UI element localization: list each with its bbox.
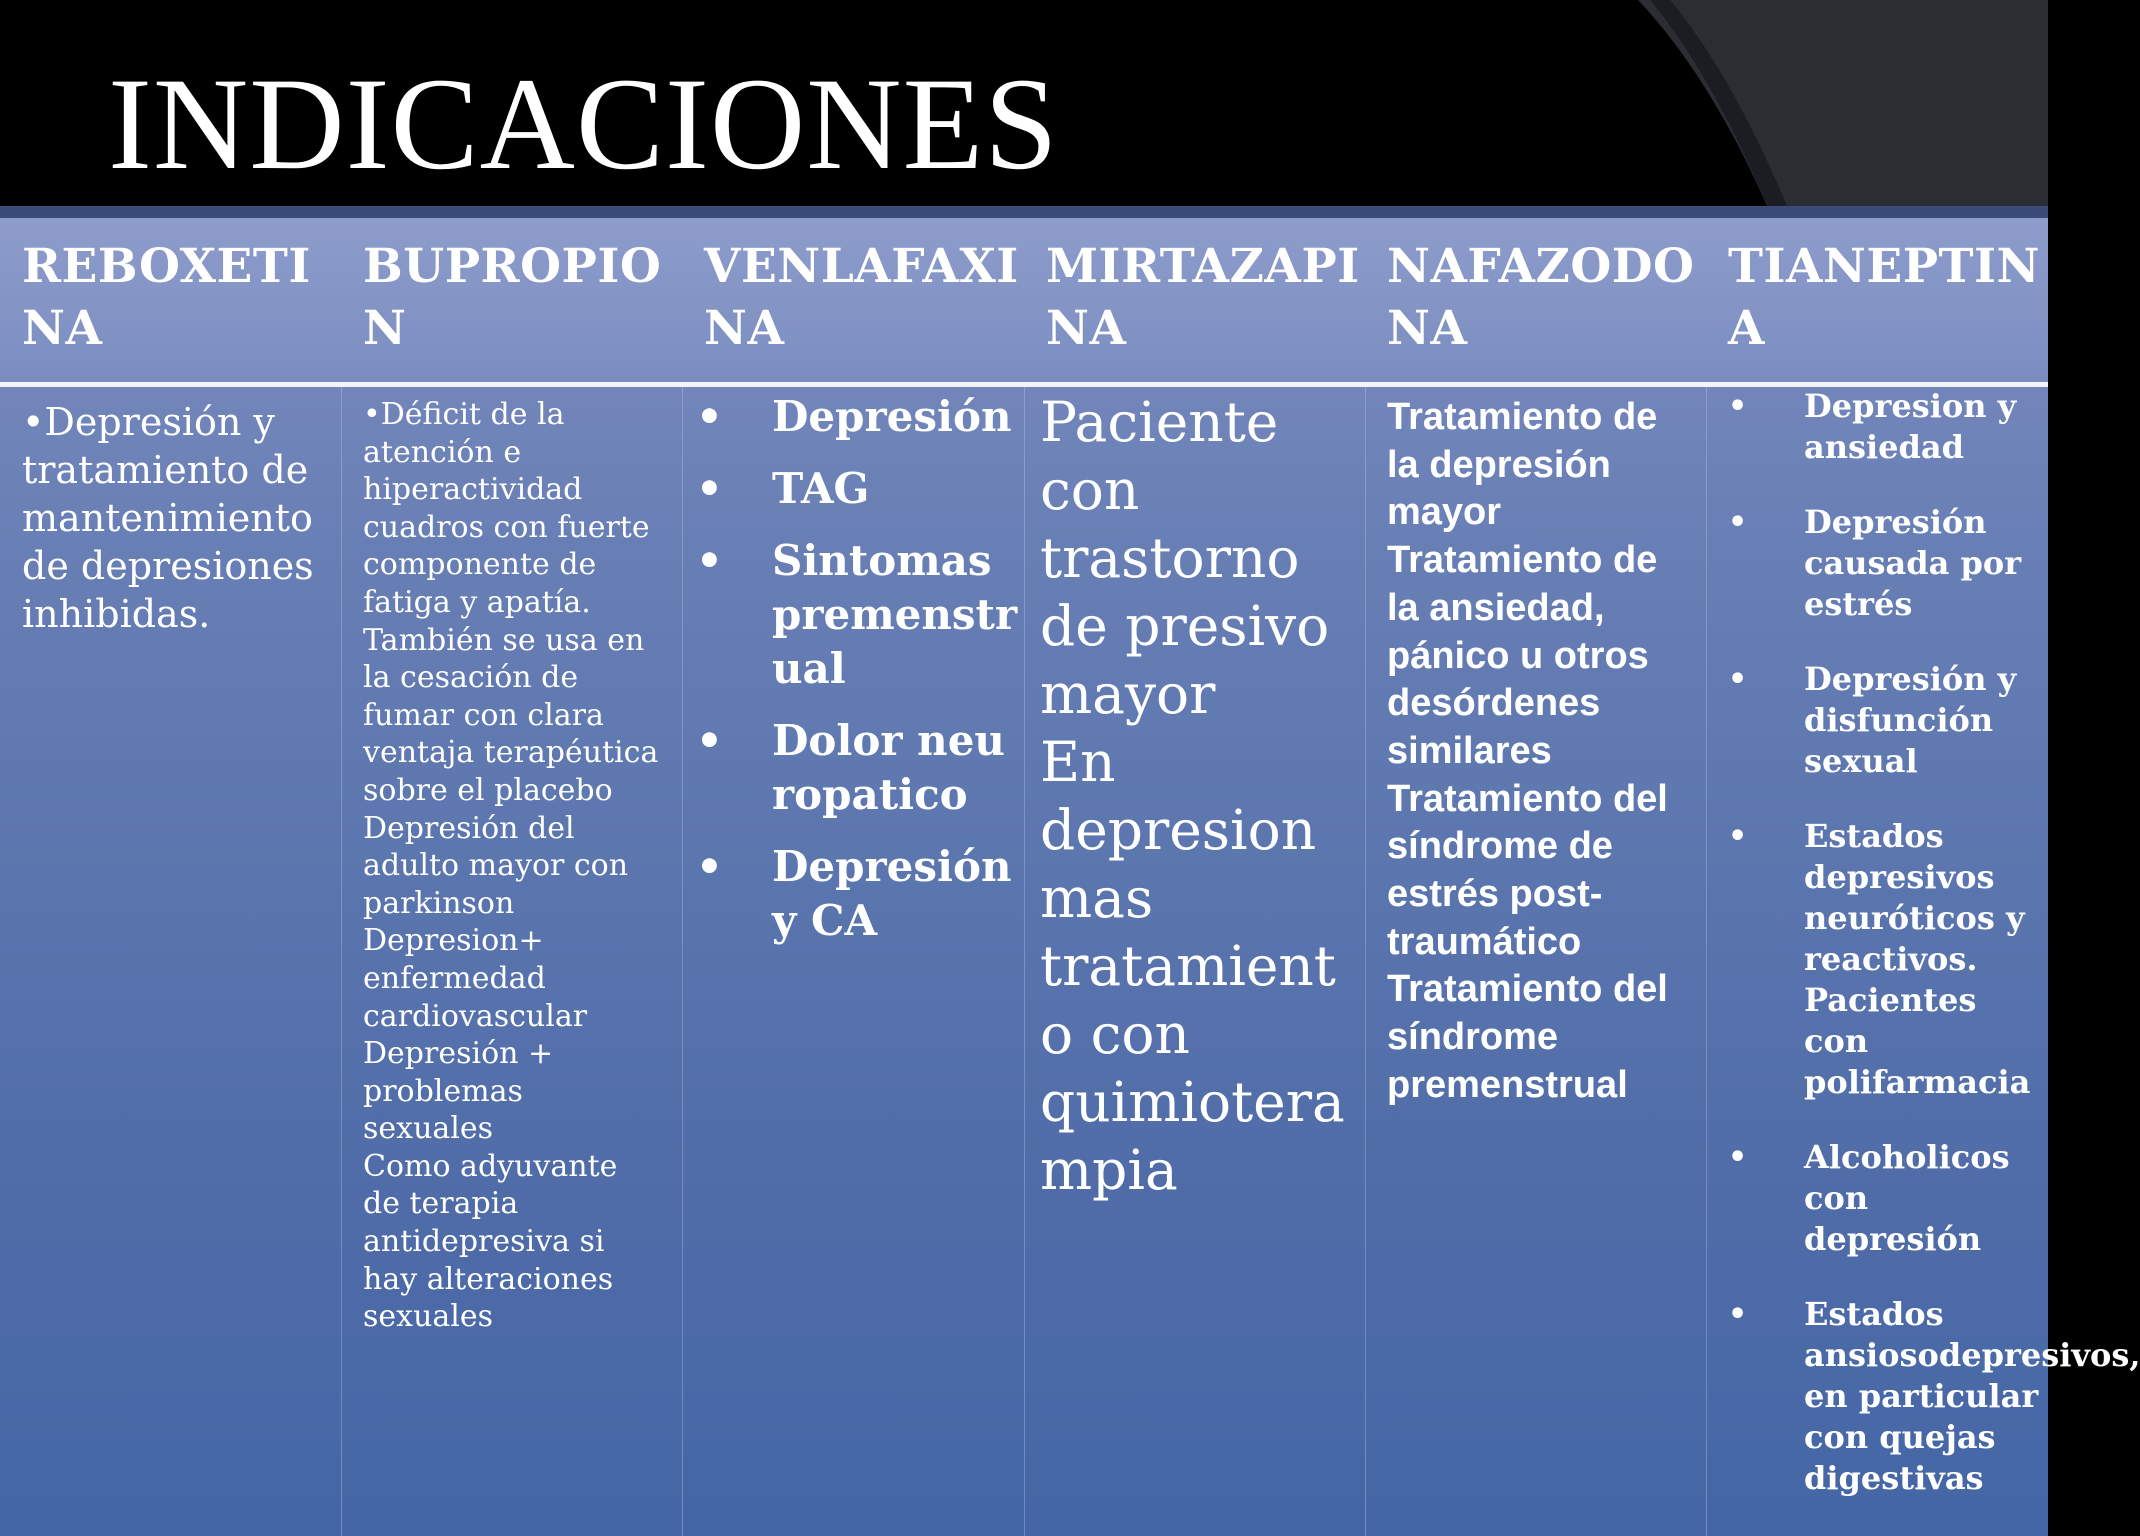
cell-line: parkinson bbox=[363, 885, 515, 921]
column-divider bbox=[1365, 387, 1366, 1536]
cell-line: premenstrual bbox=[1387, 1063, 1628, 1106]
slide-header bbox=[0, 0, 2048, 218]
cell-line: Tratamiento del bbox=[1387, 968, 1668, 1011]
cell-line: problemas bbox=[363, 1073, 523, 1109]
column-divider bbox=[1706, 387, 1707, 1536]
column-divider bbox=[1024, 387, 1025, 1536]
bullet-list bbox=[1722, 386, 2140, 1499]
cell-line: hiperactividad bbox=[363, 472, 583, 508]
cell-line: síndrome bbox=[1387, 1016, 1559, 1059]
cell-line: Depresion+ bbox=[363, 923, 544, 959]
cell-line: enfermedad bbox=[363, 960, 546, 996]
cell-line: trastorno bbox=[1040, 526, 1300, 590]
cell-line: sexuales bbox=[363, 1111, 494, 1147]
cell-lines bbox=[1387, 394, 1696, 1110]
list-item: • Depresion y ansiedad bbox=[1722, 386, 2044, 468]
cell-line: la depresión bbox=[1387, 443, 1611, 486]
cell-line: o con bbox=[1040, 1002, 1190, 1066]
cell-line: desórdenes bbox=[1387, 682, 1601, 725]
column-header-reboxetina: REBOXETINA bbox=[22, 239, 311, 356]
cell-line: con bbox=[1040, 458, 1140, 522]
cell-line: •Déficit de la bbox=[363, 397, 565, 432]
cell-line: atención e bbox=[363, 434, 522, 470]
cell-line: fatiga y apatía. bbox=[363, 584, 591, 620]
cell-line: tratamient bbox=[1040, 934, 1336, 998]
cell-line: similares bbox=[1387, 729, 1552, 772]
list-item: • Alcoholicos con depresión bbox=[1722, 1137, 2044, 1260]
cell-line: estrés post- bbox=[1387, 873, 1603, 916]
cell-line: sexuales bbox=[363, 1299, 494, 1335]
indications-table bbox=[0, 218, 2140, 1536]
cell-lines bbox=[363, 396, 672, 1336]
cell-line: síndrome de bbox=[1387, 825, 1613, 868]
column-header-venlafaxina: VENLAFAXINA bbox=[704, 239, 1019, 356]
cell-line: mayor bbox=[1040, 662, 1216, 726]
cell-line: cardiovascular bbox=[363, 998, 588, 1034]
list-item: • Depresión causada por estrés bbox=[1722, 502, 2044, 625]
cell-line: Como adyuvante bbox=[363, 1148, 618, 1184]
cell-line: la ansiedad, bbox=[1387, 586, 1605, 629]
list-item: • Depresión y disfunción sexual bbox=[1722, 659, 2044, 782]
cell-line: traumático bbox=[1387, 920, 1582, 963]
cell-line: También se usa en bbox=[363, 622, 645, 658]
cell-line: depresion bbox=[1040, 798, 1317, 862]
column-header-tianeptina: TIANEPTINA bbox=[1728, 239, 2040, 356]
list-item: • Estados depresivos neuróticos y reactivos. Pacientes con polifarmacia bbox=[1722, 816, 2044, 1103]
cell-line: mayor bbox=[1387, 491, 1502, 534]
cell-line: En bbox=[1040, 730, 1116, 794]
list-item: • Dolor neuropatico bbox=[696, 714, 1022, 822]
cell-line: quimiotera bbox=[1040, 1070, 1345, 1134]
cell-venlafaxina bbox=[696, 390, 1022, 966]
cell-lines bbox=[1040, 388, 1365, 1204]
list-item: • Depresión bbox=[696, 390, 1022, 444]
cell-line: pánico u otros bbox=[1387, 634, 1649, 677]
cell-line: cuadros con fuerte bbox=[363, 509, 650, 545]
cell-tianeptina bbox=[1722, 386, 2140, 1533]
cell-line: Tratamiento de bbox=[1387, 539, 1658, 582]
cell-line: de presivo bbox=[1040, 594, 1330, 658]
cell-line: Depresión + bbox=[363, 1036, 554, 1072]
list-item: • Depresión y CA bbox=[696, 840, 1022, 948]
cell-line: sobre el placebo bbox=[363, 772, 613, 808]
cell-line: hay alteraciones bbox=[363, 1261, 614, 1297]
list-item: • TAG bbox=[696, 462, 1022, 516]
cell-line: fumar con clara bbox=[363, 697, 604, 733]
column-header-bupropion: BUPROPION bbox=[363, 239, 662, 356]
bullet-list bbox=[696, 390, 1022, 948]
cell-line: Tratamiento de bbox=[1387, 396, 1658, 438]
list-item: • Sintomas premenstrual bbox=[696, 534, 1022, 696]
cell-nafazodona bbox=[1387, 394, 1696, 1110]
cell-line: la cesación de bbox=[363, 660, 579, 696]
cell-bupropion bbox=[363, 396, 672, 1336]
cell-line: mpia bbox=[1040, 1138, 1178, 1202]
column-header-nafazodona: NAFAZODONA bbox=[1387, 239, 1695, 356]
column-header-mirtazapina: MIRTAZAPINA bbox=[1046, 239, 1360, 356]
cell-text: •Depresión y tratamiento de mantenimiento de depresiones inhibidas. bbox=[22, 400, 314, 636]
list-item: • Estados ansiosodepresivos, en particular con quejas digestivas bbox=[1722, 1294, 2044, 1499]
cell-line: Paciente bbox=[1040, 390, 1279, 454]
cell-line: mas bbox=[1040, 866, 1154, 930]
cell-line: Tratamiento del bbox=[1387, 777, 1668, 820]
cell-line: Depresión del bbox=[363, 810, 575, 846]
slide-title: INDICACIONES bbox=[108, 50, 1059, 197]
cell-line: ventaja terapéutica bbox=[363, 735, 659, 771]
cell-mirtazapina bbox=[1040, 388, 1365, 1204]
cell-line: de terapia bbox=[363, 1186, 519, 1222]
column-divider bbox=[341, 387, 342, 1536]
cell-reboxetina bbox=[22, 398, 331, 638]
cell-line: componente de bbox=[363, 547, 597, 583]
cell-line: antidepresiva si bbox=[363, 1224, 605, 1260]
cell-line: adulto mayor con bbox=[363, 848, 629, 884]
column-divider bbox=[682, 387, 683, 1536]
